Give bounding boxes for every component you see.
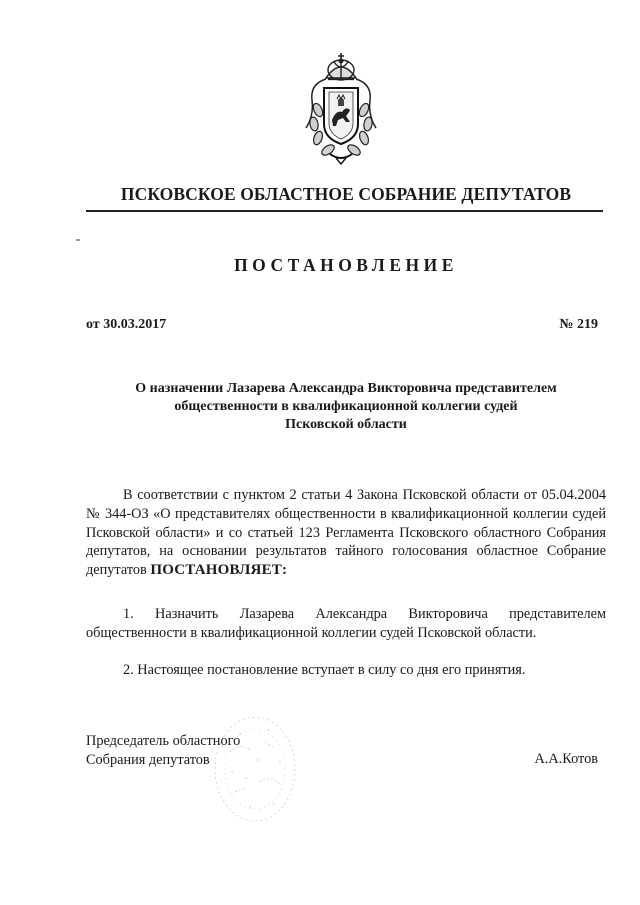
resolution-item-1: 1. Назначить Лазарева Александра Викторовича представителем общественности в квалификационной коллегии судей Псковской области. — [86, 606, 606, 641]
signatory-name: А.А.Котов — [534, 751, 598, 767]
decree-word: ПОСТАНОВЛЯЕТ: — [150, 562, 288, 579]
header-divider — [86, 210, 603, 212]
subject-line: О назначении Лазарева Александра Викторовича представителем — [135, 381, 557, 396]
signatory-role-line: Председатель областного — [86, 733, 241, 749]
official-seal-stamp — [210, 712, 300, 827]
preamble-paragraph — [86, 486, 606, 580]
resolution-item-2: 2. Настоящее постановление вступает в силу со дня его принятия. — [123, 662, 526, 678]
preamble-text: В соответствии с пунктом 2 статьи 4 Закона Псковской области от 05.04.2004 № 344-ОЗ «О представителях общественности в квалификационной коллегии судей Псковской области» и со статьей 123 Регламента Псковского областного Собрания депутатов, на основании результатов тайного голосования областное Собрание депутатов — [86, 487, 606, 579]
signatory-role-line: Собрания депутатов — [86, 751, 210, 768]
document-type-heading: ПОСТАНОВЛЕНИЕ — [234, 255, 458, 275]
subject-line: общественности в квалификационной коллегии судей — [174, 399, 518, 414]
document-subject — [86, 380, 606, 434]
organization-title: ПСКОВСКОЕ ОБЛАСТНОЕ СОБРАНИЕ ДЕПУТАТОВ — [120, 184, 572, 204]
signatory-title — [86, 732, 240, 769]
document-date: от 30.03.2017 — [86, 317, 167, 332]
subject-line: Псковской области — [285, 417, 407, 432]
scan-speck — [76, 239, 80, 241]
document-number: № 219 — [559, 317, 598, 332]
coat-of-arms-emblem — [296, 48, 386, 168]
